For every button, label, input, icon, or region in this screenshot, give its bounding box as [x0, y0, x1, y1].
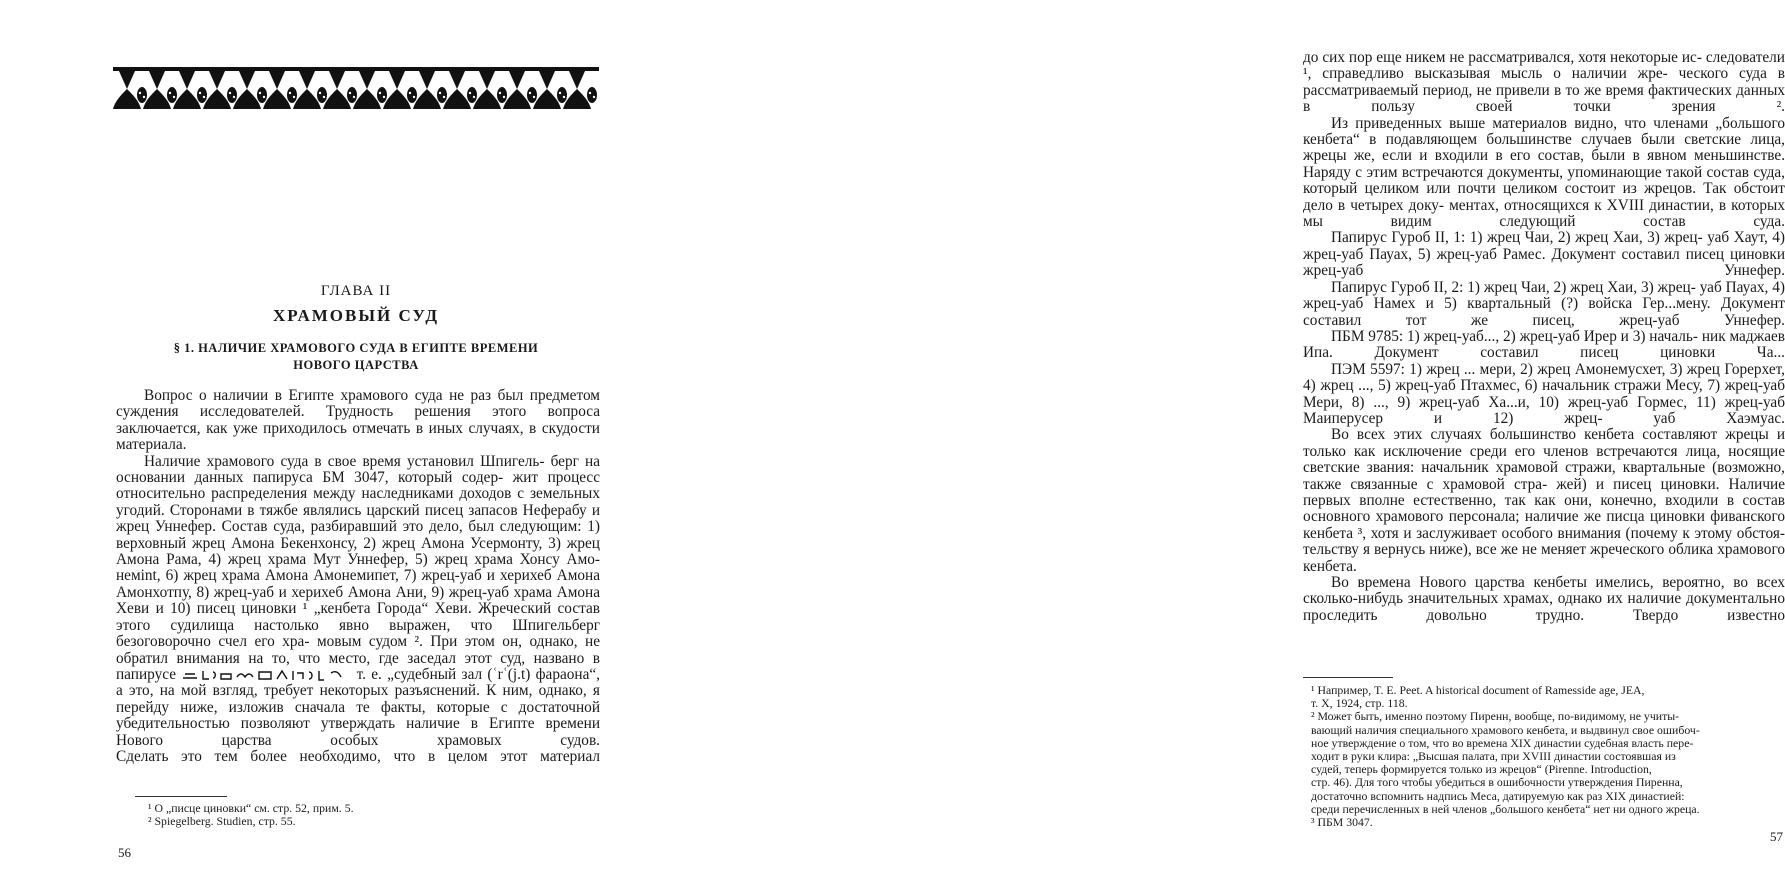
text-line: документально проследить довольно трудно. Твердо известно	[1303, 590, 1785, 624]
paragraph	[1303, 575, 1785, 624]
text-line: т. е. „судебный зал (ʿrʿ(j.t) фараона“,	[356, 665, 600, 683]
text-line: тельству я вернусь ниже), все же не меняет жреческого облика	[1303, 541, 1714, 559]
right-page	[631, 0, 1785, 893]
text-line: случаях, в скудости материала.	[116, 419, 600, 454]
text-line: ческого суда в рассматриваемый период, не привели в то же	[1303, 65, 1785, 99]
text-line: уаб Хаэмуас.	[1653, 409, 1785, 427]
section-title	[113, 340, 599, 374]
text-line: 9) жрец-уаб храма Амона Хеви и 10) писец циновки ¹ „кенбета	[116, 583, 600, 618]
text-line: целиком состоит из жрецов. Так обстоит дело в четырех доку-	[1303, 180, 1785, 214]
text-line: Наличие храмового суда в свое время установил Шпигель-	[144, 452, 545, 470]
footnote: ³ ПБМ 3047.	[1311, 815, 1373, 830]
text-line: Амона Бекенхонсу, 2) жрец Амона Усермонту, 3) жрец Амона	[116, 534, 600, 569]
text-line: ПЭМ 5597: 1) жрец ... мери, 2) жрец Амонемусхет, 3) жрец	[1331, 360, 1720, 378]
paragraph	[1303, 362, 1785, 428]
footnote: ное утверждение о том, что во времена XIX династии судебная власть пере-	[1311, 735, 1694, 750]
paragraph	[116, 749, 600, 765]
page-number: 56	[118, 845, 131, 860]
left-footnotes	[148, 802, 608, 828]
text-line: Папирус Гуроб II, 2: 1) жрец Чаи, 2) жрец Хаи, 3) жрец-	[1331, 278, 1696, 296]
text-line: а это, на мой взгляд, требует некоторых разъяснений. К ним,	[116, 682, 533, 700]
text-line: жит процесс относительно распределения между наследниками	[116, 469, 601, 503]
text-line: царский писец запасов Неферабу и жрец Уннефер. Состав суда,	[116, 501, 601, 536]
right-body-text	[1303, 50, 1785, 624]
text-line: в явном меньшинстве. Наряду с этим встречаются документы,	[1303, 147, 1785, 181]
left-body-text	[116, 388, 600, 765]
right-footnotes	[1311, 684, 1783, 829]
text-line: Во времена Нового царства кенбеты имелись, вероятно, во	[1331, 574, 1748, 591]
text-line: время фактических данных в пользу своей точки зрения ².	[1303, 81, 1785, 116]
text-line: мовым судом ². При этом он, однако, не обратил внимания на	[116, 633, 600, 667]
text-line: квартальные (возможно, также связанные с храмовой стра-	[1303, 459, 1785, 493]
chapter-label: ГЛАВА II	[320, 283, 392, 299]
text-line: следующий состав суда.	[1499, 213, 1785, 231]
footnote-divider	[1303, 677, 1393, 678]
text-line: Города“ Хеви. Жреческий состав этого судилища настолько	[116, 600, 601, 634]
footnote: т. X, 1924, стр. 118.	[1311, 696, 1408, 711]
text-line: берг на основании данных папируса БМ 3047, который содер-	[116, 452, 600, 487]
paragraph	[1303, 427, 1785, 575]
text-line: Из приведенных выше материалов видно, что членами	[1331, 114, 1709, 132]
paragraph	[1303, 50, 1785, 116]
text-line: всех сколько-нибудь значительных храмах, однако их наличие	[1303, 574, 1785, 608]
left-page	[0, 0, 631, 893]
paragraph	[1303, 230, 1785, 279]
paragraph	[116, 388, 600, 454]
text-line: стражи Месу, 7) жрец-уаб Мери, 8) ..., 9) жрец-уаб Ха...и,	[1303, 377, 1785, 411]
text-line: херихеб Амона Амонхотпу, 8) жрец-уаб и херихеб Амона Ани,	[116, 567, 600, 601]
text-line: Сделать это тем более необходимо, что в целом этот материал	[116, 747, 600, 765]
footnote: стр. 46). Для того чтобы убедиться в ошибочности утверждения Пиренна,	[1311, 775, 1683, 790]
text-line: лица, носящие светские звания: начальник храмовой стражи,	[1303, 442, 1785, 477]
text-line: в Египте времени Нового царства особых храмовых судов.	[116, 715, 601, 749]
paragraph	[1303, 329, 1785, 362]
text-line: ник маджаев Ипа. Документ составил писец циновки Ча...	[1303, 327, 1785, 362]
lotus-frieze-ornament	[113, 67, 599, 111]
text-line: Во всех этих случаях большинство кенбета составляют	[1331, 426, 1718, 444]
text-line: Гер...мену. Документ составил тот же писец, жрец-уаб Уннефер.	[1303, 295, 1785, 329]
text-line: Рама, 4) жрец храма Мут Уннефер, 5) жрец храма Хонсу Амо-	[166, 551, 601, 569]
text-line: следователи ¹, справедливо высказывая мысль о наличии жре-	[1303, 49, 1785, 83]
footnote: достаточно вспомнить надпись Меса, датируемую как раз XIX династией:	[1311, 788, 1685, 803]
footnote: судей, теперь формируется только из жрецов“ (Pirenne. Introduction,	[1311, 762, 1652, 777]
section-title-line: § 1. НАЛИЧИЕ ХРАМОВОГО СУДА В ЕГИПТЕ ВРЕМЕНИ	[173, 341, 539, 355]
footnote: вающий наличия специального храмового кенбета, и выдвинул свое ошибоч-	[1311, 722, 1700, 737]
section-title-line: НОВОГО ЦАРСТВА	[293, 358, 419, 372]
text-line: уаб Пауах, 4) жрец-уаб Намех и 5) квартальный (?) войска	[1303, 278, 1785, 313]
text-line: персонала; наличие же писца циновки фиванского кенбета ³,	[1303, 508, 1785, 542]
text-line: жрецы и только как исключение среди его членов встречаются	[1303, 426, 1785, 460]
text-line: светские лица, жрецы же, если и входили в его состав, были	[1303, 131, 1785, 165]
footnote: ² Spiegelberg. Studien, стр. 55.	[148, 814, 296, 829]
chapter-title: ХРАМОВЫЙ СУД	[272, 306, 440, 325]
text-line: уаб Хаут, 4) жрец-уаб Пауах, 5) жрец-уаб Рамес. Документ	[1303, 229, 1785, 263]
footnote-divider	[135, 796, 227, 797]
text-line: Горерхет, 4) жрец ..., 5) жрец-уаб Птахмес, 6) начальник	[1303, 360, 1785, 395]
text-line: с достаточной убедительностью позволяют утверждать наличие	[116, 698, 601, 733]
text-line: ментах, относящихся к XVIII династии, в которых мы видим	[1303, 196, 1785, 231]
footnote: ходит в руки клира: „Высшая палата, при XVIII династии состоявшая из	[1311, 749, 1676, 764]
hieroglyph-inscription-image	[181, 668, 351, 682]
text-line: вопроса заключается, как уже приходилось отмечать в иных	[116, 403, 601, 437]
text-line: немint, 6) жрец храма Амона Амонемипет, 7) жрец-уаб и	[116, 567, 495, 585]
paragraph	[1303, 280, 1785, 329]
text-line: составил писец циновки жрец-уаб Уннефер.	[1303, 245, 1785, 280]
footnote: среди перечисленных в ней членов „большого кенбета“ нет ни одного жреца.	[1311, 801, 1700, 816]
text-line: жей) и писец циновки. Наличие первых вполне естественно,	[1303, 475, 1785, 509]
text-line: разбиравший это дело, был следующим: 1) верховный жрец	[116, 518, 601, 552]
footnote: ¹ О „писце циновки“ см. стр. 52, прим. 5.	[148, 801, 354, 815]
text-line: однако, я перейду ниже, изложив сначала те факты, которые	[116, 682, 600, 716]
text-line: упоминающие такой состав суда, который целиком или почти	[1303, 163, 1785, 198]
text-line: храмового кенбета.	[1303, 541, 1785, 575]
footnote: ¹ Например, T. E. Peet. A historical document of Ramesside age, JEA,	[1311, 683, 1645, 697]
text-line: доходов с земельных угодий. Сторонами в тяжбе являлись	[116, 485, 600, 519]
text-line: предметом суждения исследователей. Трудность решения этого	[116, 387, 600, 421]
text-line: ПБМ 9785: 1) жрец-уаб..., 2) жрец-уаб Ирер и 3) началь-	[1331, 327, 1698, 345]
footnote: ² Может быть, именно поэтому Пиренн, вообще, по-видимому, не учиты-	[1311, 709, 1680, 724]
text-line: 10) жрец-уаб Гормес, 11) жрец-уаб Маиперусер и 12) жрец-	[1303, 393, 1785, 427]
text-line: Вопрос о наличии в Египте храмового суда не раз был	[144, 387, 524, 404]
text-line: так как они, конечно, входили в состав основного храмового	[1303, 491, 1785, 526]
page-number: 57	[1770, 829, 1783, 844]
text-line: хотя и заслуживает особого внимания (почему к этому обстоя-	[1370, 524, 1785, 542]
text-line: „большого кенбета“ в подавляющем большинстве случаев были	[1303, 114, 1785, 149]
paragraph	[116, 454, 600, 749]
text-line: то, что место, где заседал этот суд, названо в папирусе	[116, 649, 600, 683]
text-line: явно выражен, что Шпигельберг безоговорочно счел его хра-	[116, 616, 600, 651]
paragraph	[1303, 116, 1785, 231]
text-line: Папирус Гуроб II, 1: 1) жрец Чаи, 2) жрец Хаи, 3) жрец-	[1331, 229, 1703, 247]
text-line: до сих пор еще никем не рассматривался, хотя некоторые ис-	[1303, 49, 1702, 66]
